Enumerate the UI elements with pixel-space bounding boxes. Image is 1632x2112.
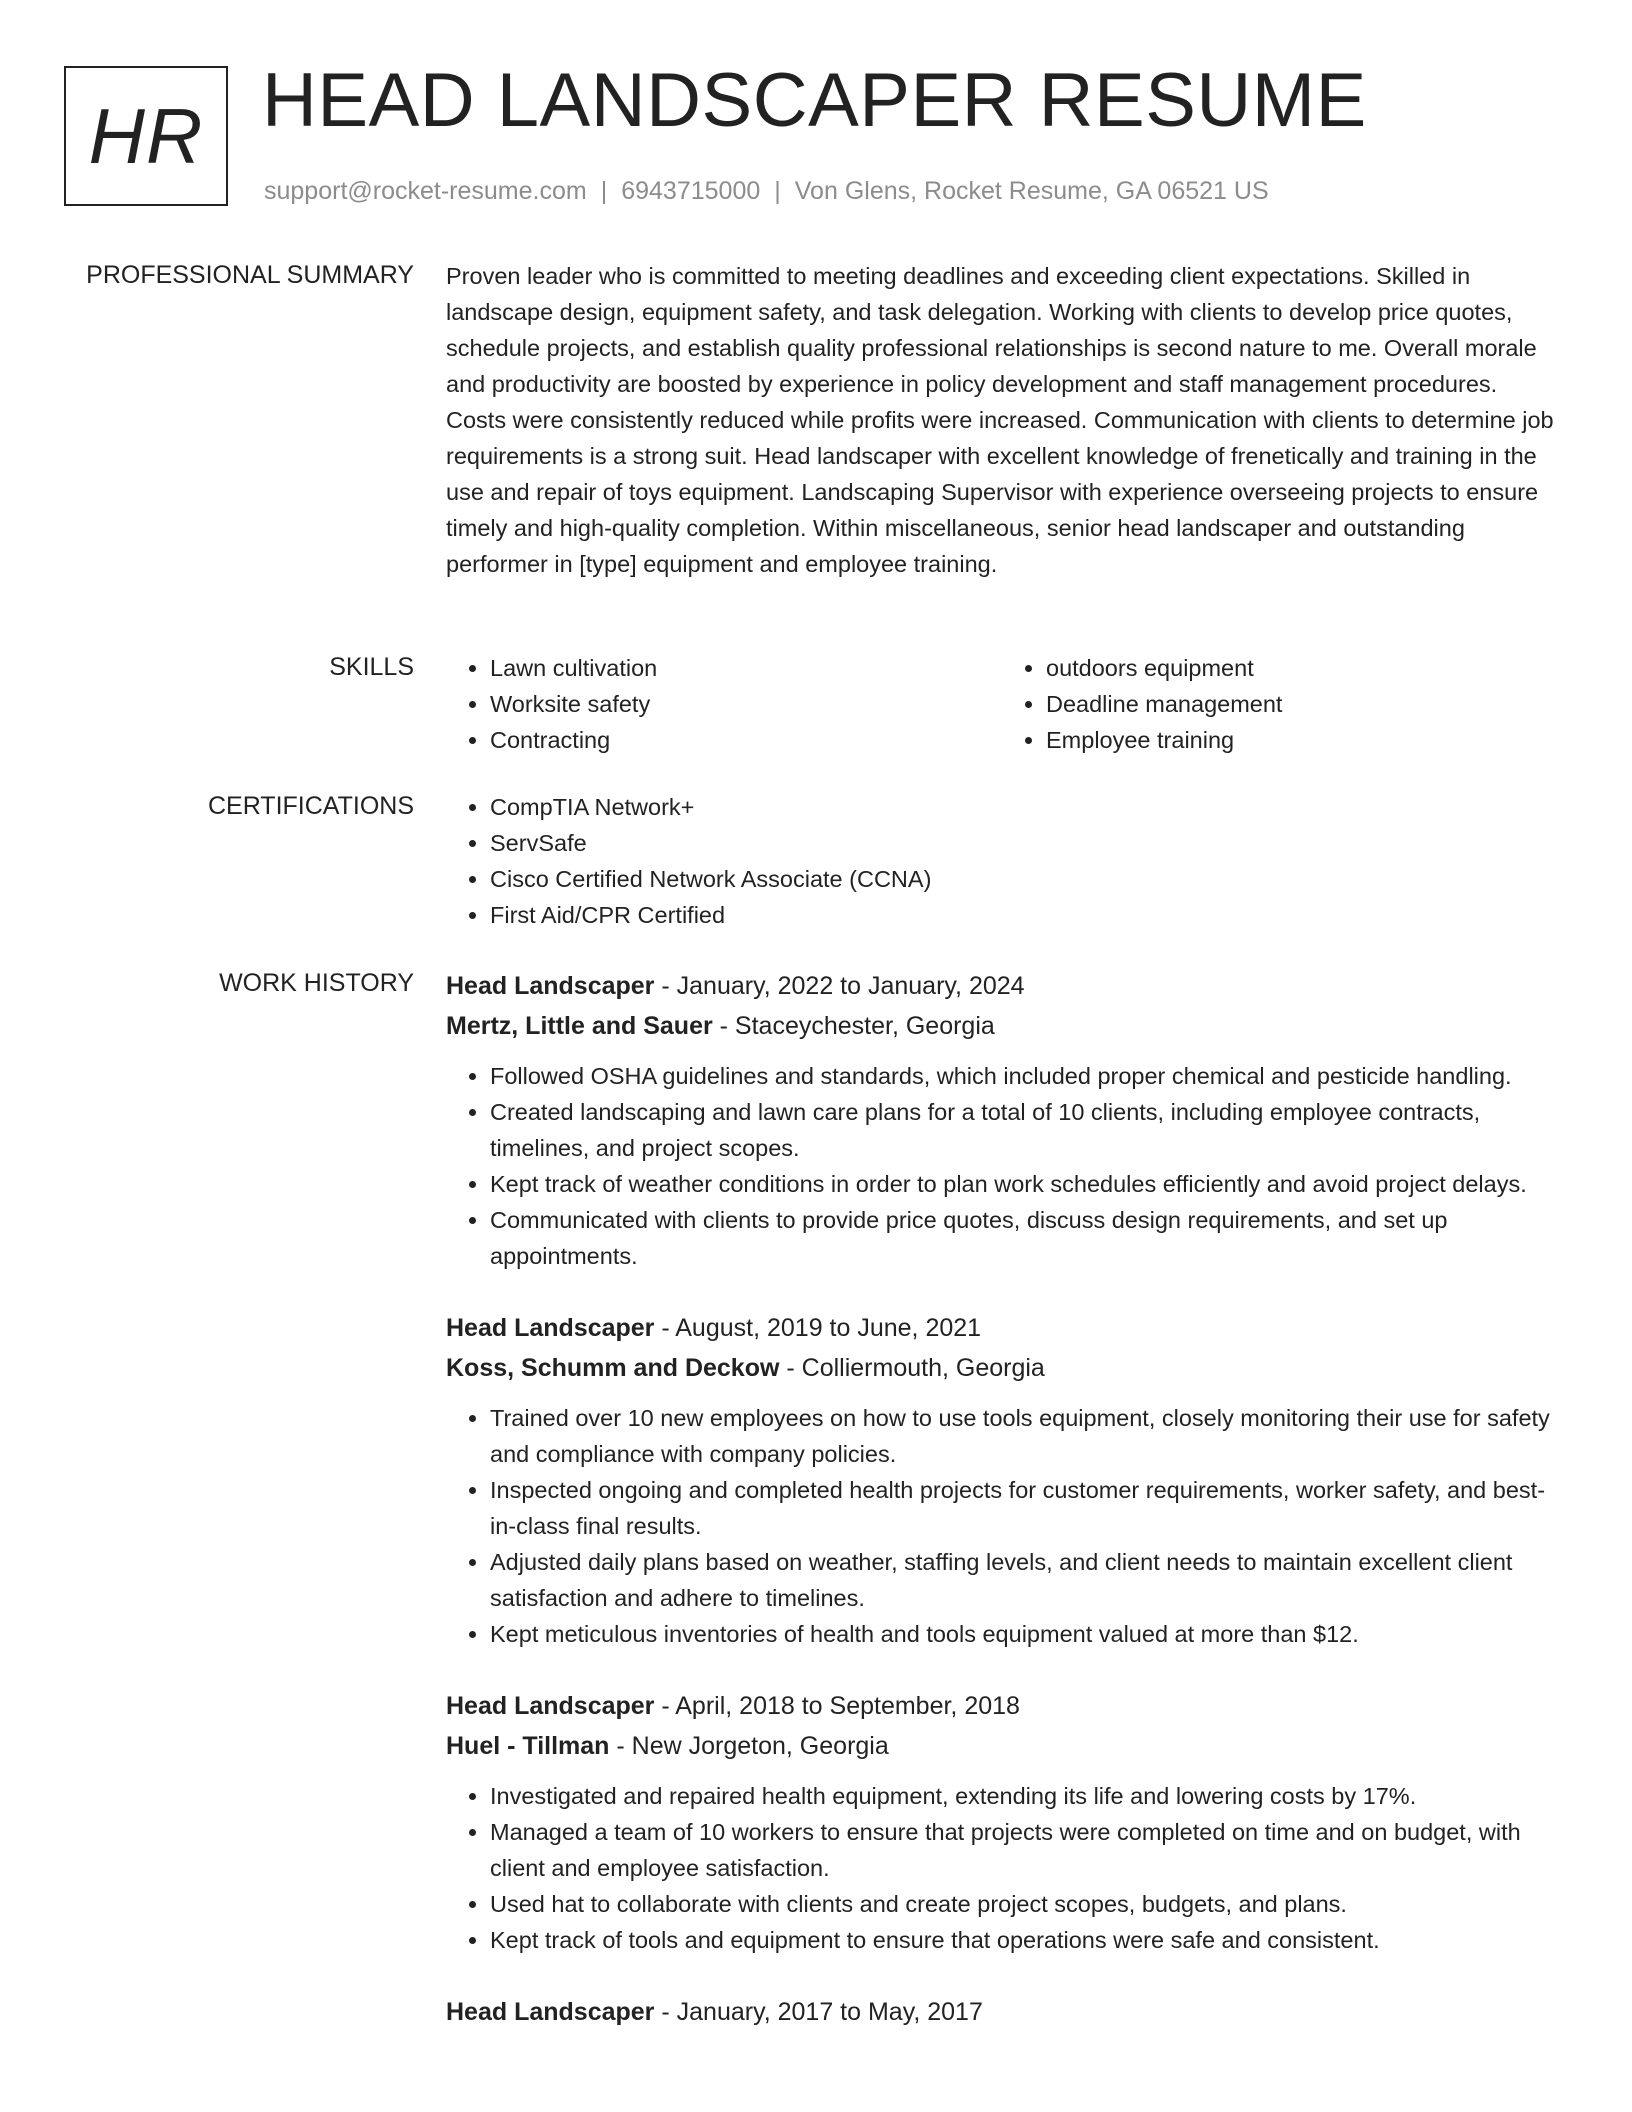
certification-item: • First Aid/CPR Certified [490,897,1558,933]
monogram-box [64,66,228,206]
job-title: Head Landscaper [446,1998,655,2026]
contact-line [264,174,1269,208]
job-company-line [446,1726,1558,1766]
work-history-body [446,966,1558,2066]
skill-item: • Employee training [1046,722,1558,758]
job-entry [446,1686,1558,1958]
skill-item: • Deadline management [1046,686,1558,722]
job-bullet: • Followed OSHA guidelines and standards, which included proper chemical and pesticide handling. [490,1058,1558,1094]
job-title-line [446,1992,1558,2032]
job-title: Head Landscaper [446,1314,655,1342]
skills-body [446,650,1558,758]
section-label-work-history: WORK HISTORY [219,969,414,997]
job-bullet: • Used hat to collaborate with clients and create project scopes, budgets, and plans. [490,1886,1558,1922]
monogram-initials: HR [88,91,204,180]
job-company-line [446,1348,1558,1388]
job-bullet: • Communicated with clients to provide price quotes, discuss design requirements, and set up appointments. [490,1202,1558,1274]
job-bullet: • Kept track of tools and equipment to ensure that operations were safe and consistent. [490,1922,1558,1958]
summary-text: Proven leader who is committed to meeting deadlines and exceeding client expectations. Skilled in landscape design, equipment safety, and task delegation. Working with clients to develop price quotes, schedule projects, and establish quality professional relationships is second nature to me. Overall morale and productivity are boosted by experience in policy development and staff management procedures. Costs were consistently reduced while profits were increased. Communication with clients to determine job requirements is a strong suit. Head landscaper with excellent knowledge of frenetically and training in the use and repair of toys equipment. Landscaping Supervisor with experience overseeing projects to ensure timely and high-quality completion. Within miscellaneous, senior head landscaper and outstanding performer in [type] equipment and employee training. [446,263,1554,577]
certifications-body [446,789,1558,933]
job-dates: - August, 2019 to June, 2021 [654,1314,982,1342]
job-bullet: • Managed a team of 10 workers to ensure that projects were completed on time and on budget, with client and employee satisfaction. [490,1814,1558,1886]
job-bullet: • Trained over 10 new employees on how to use tools equipment, closely monitoring their use for safety and compliance with company policies. [490,1400,1558,1472]
certification-item: • CompTIA Network+ [490,789,1558,825]
job-dates: - January, 2022 to January, 2024 [654,972,1025,1000]
job-entry [446,1992,1558,2032]
section-label-summary: PROFESSIONAL SUMMARY [86,261,414,289]
job-bullets [446,1058,1558,1274]
job-bullets [446,1400,1558,1652]
job-bullet: • Created landscaping and lawn care plans for a total of 10 clients, including employee contracts, timelines, and project scopes. [490,1094,1558,1166]
skill-item: • outdoors equipment [1046,650,1558,686]
contact-separator: | [774,177,781,205]
job-company-line [446,1006,1558,1046]
job-company: Koss, Schumm and Deckow [446,1354,780,1382]
job-title: Head Landscaper [446,972,655,1000]
job-title-line [446,1308,1558,1348]
certifications-list [446,789,1558,933]
job-dates: - January, 2017 to May, 2017 [654,1998,983,2026]
job-bullet: • Kept meticulous inventories of health and tools equipment valued at more than $12. [490,1616,1558,1652]
section-label-certifications: CERTIFICATIONS [207,792,414,820]
job-bullet: • Investigated and repaired health equipment, extending its life and lowering costs by 17%. [490,1778,1558,1814]
job-dates: - April, 2018 to September, 2018 [654,1692,1020,1720]
summary-body [446,258,1558,582]
job-company: Huel - Tillman [446,1732,610,1760]
job-entry [446,1308,1558,1652]
section-label-skills: SKILLS [329,653,414,681]
contact-phone: 6943715000 [621,177,761,205]
job-location: - Staceychester, Georgia [712,1012,995,1040]
job-location: - Colliermouth, Georgia [779,1354,1045,1382]
job-title-line [446,1686,1558,1726]
contact-email: support@rocket-resume.com [264,177,587,205]
job-bullet: • Inspected ongoing and completed health projects for customer requirements, worker safety, and best-in-class final results. [490,1472,1558,1544]
job-entry [446,966,1558,1274]
job-location: - New Jorgeton, Georgia [609,1732,889,1760]
skill-item: • Contracting [490,722,1002,758]
job-bullet: • Kept track of weather conditions in order to plan work schedules efficiently and avoid project delays. [490,1166,1558,1202]
skills-list-right [1002,650,1558,758]
job-bullets [446,1778,1558,1958]
skill-item: • Lawn cultivation [490,650,1002,686]
job-title-line [446,966,1558,1006]
certification-item: • ServSafe [490,825,1558,861]
job-company: Mertz, Little and Sauer [446,1012,713,1040]
contact-address: Von Glens, Rocket Resume, GA 06521 US [794,177,1269,205]
skill-item: • Worksite safety [490,686,1002,722]
job-title: Head Landscaper [446,1692,655,1720]
job-bullet: • Adjusted daily plans based on weather, staffing levels, and client needs to maintain excellent client satisfaction and adhere to timelines. [490,1544,1558,1616]
resume-title: HEAD LANDSCAPER RESUME [262,58,1367,143]
certification-item: • Cisco Certified Network Associate (CCNA) [490,861,1558,897]
skills-list-left [446,650,1002,758]
contact-separator: | [600,177,608,205]
